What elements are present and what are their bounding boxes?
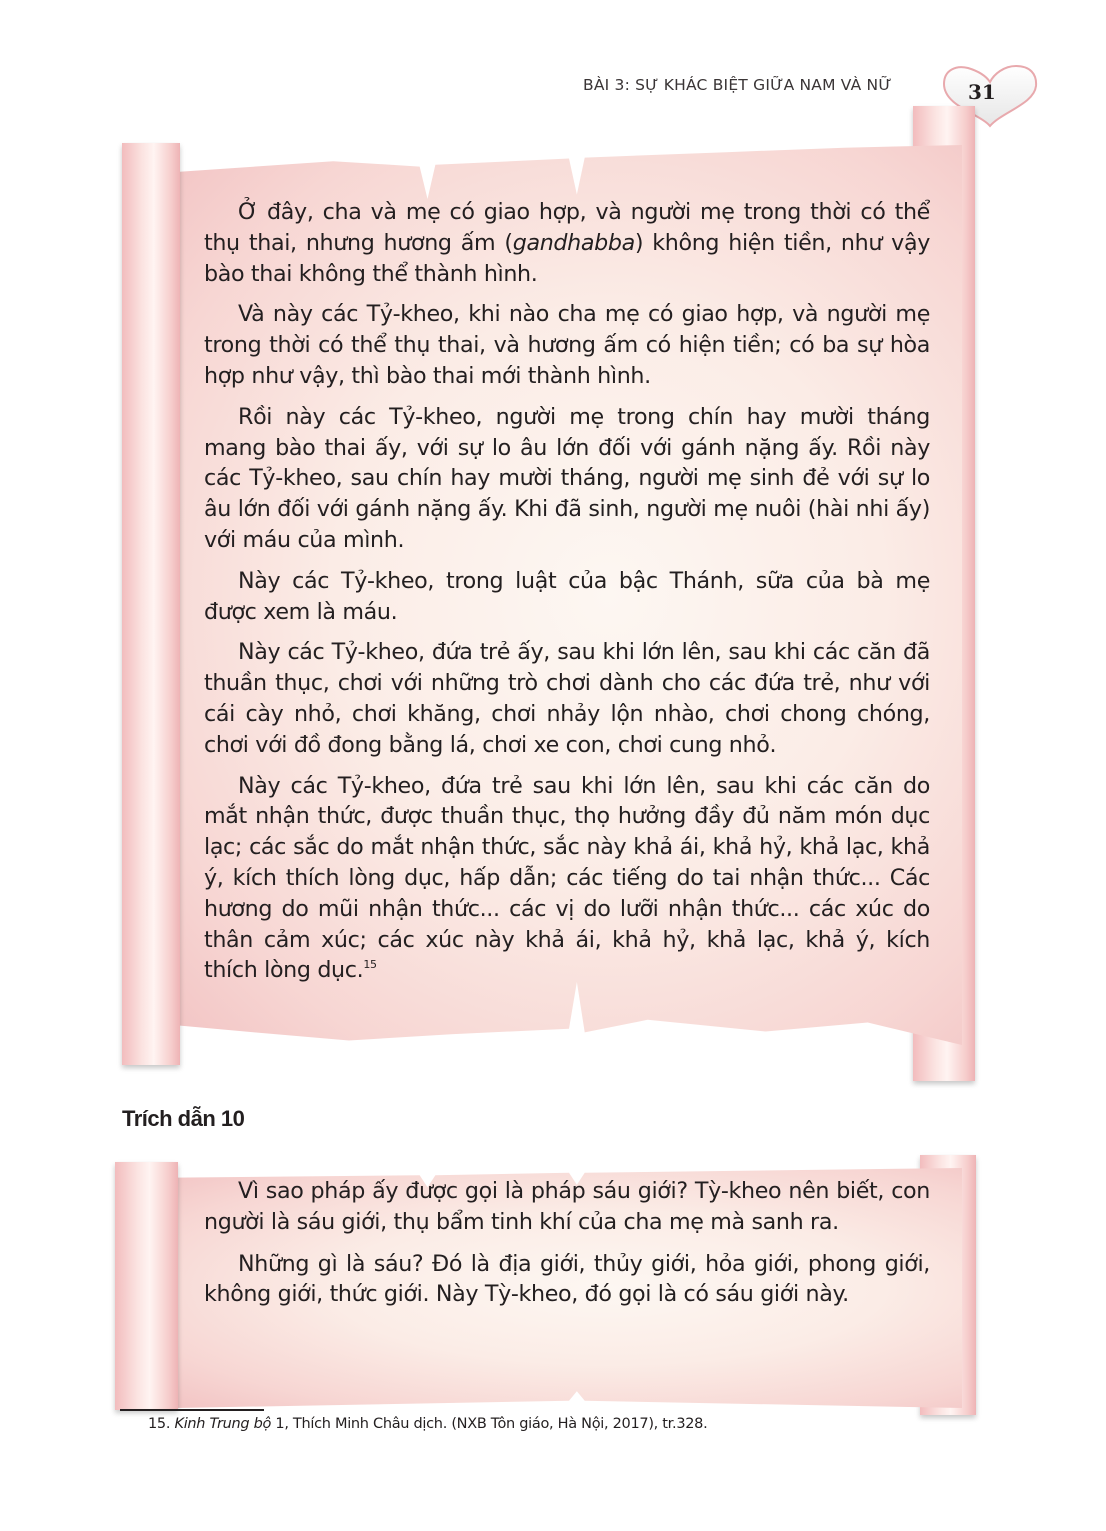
footnote-reference[interactable]: 15 <box>363 958 377 972</box>
page-number: 31 <box>968 80 996 104</box>
quote-body-1 <box>204 197 930 996</box>
paragraph <box>204 771 930 987</box>
paragraph: Những gì là sáu? Đó là địa giới, thủy giới, hỏa giới, phong giới, không giới, thức giới. Này Tỳ-kheo, đó gọi là có sáu giới này. <box>204 1250 930 1308</box>
footnote <box>148 1416 707 1432</box>
text-run: Ở đây, cha và mẹ có giao hợp, và người mẹ trong thời có thể thụ thai, nhưng hương ấm ( <box>204 199 930 256</box>
footnote-number: 15. <box>148 1416 171 1432</box>
italic-term: gandhabba <box>512 229 635 256</box>
footnote-divider <box>120 1409 264 1411</box>
paragraph: Này các Tỷ-kheo, đứa trẻ ấy, sau khi lớn lên, sau khi các căn đã thuần thục, chơi với những trò chơi dành cho các đứa trẻ, như với cái cày nhỏ, chơi khăng, chơi nhảy lộn nhào, chơi chong chóng, chơi với đồ đong bằng lá, chơi xe con, chơi cung nhỏ. <box>204 639 930 758</box>
paragraph <box>204 197 930 289</box>
scroll-roll-left <box>115 1162 178 1410</box>
text-run: ) không hiện tiền, như vậy bào thai không thể thành hình. <box>204 229 930 287</box>
scroll-roll-left <box>122 143 180 1065</box>
section-heading: Trích dẫn 10 <box>122 1106 245 1131</box>
running-header-title: BÀI 3: SỰ KHÁC BIỆT GIỮA NAM VÀ NỮ <box>583 76 892 94</box>
paragraph: Rồi này các Tỷ-kheo, người mẹ trong chín hay mười tháng mang bào thai ấy, với sự lo âu lớn đối với gánh nặng ấy. Rồi này các Tỷ-kheo, sau chín hay mười tháng, người mẹ sinh đẻ với sự lo âu lớn đối với gánh nặng ấy. Khi đã sinh, người mẹ nuôi (hài nhi ấy) với máu của mình. <box>204 403 930 553</box>
footnote-citation: 1, Thích Minh Châu dịch. (NXB Tôn giáo, Hà Nội, 2017), tr.328. <box>271 1416 708 1432</box>
paragraph: Vì sao pháp ấy được gọi là pháp sáu giới? Tỳ-kheo nên biết, con người là sáu giới, thụ bẩm tinh khí của cha mẹ mà sanh ra. <box>204 1178 930 1235</box>
paragraph: Này các Tỷ-kheo, trong luật của bậc Thánh, sữa của bà mẹ được xem là máu. <box>204 567 930 625</box>
quote-body-2 <box>204 1176 930 1321</box>
footnote-source-title: Kinh Trung bộ <box>174 1416 272 1432</box>
text-run: Này các Tỷ-kheo, đứa trẻ sau khi lớn lên, sau khi các căn do mắt nhận thức, được thuần thục, thọ hưởng đầy đủ năm món dục lạc; các sắc do mắt nhận thức, sắc này khả ái, khả hỷ, khả lạc, khả ý, kích thích lòng dục, hấp dẫn; các tiếng do tai nhận thức... Các hương do mũi nhận thức... các vị do lưỡi nhận thức... các xúc do thân cảm xúc; các xúc này khả ái, khả hỷ, khả lạc, khả ý, kích thích lòng dục. <box>204 772 930 984</box>
paragraph: Và này các Tỷ-kheo, khi nào cha mẹ có giao hợp, và người mẹ trong thời có thể thụ thai, và hương ấm có hiện tiền; có ba sự hòa hợp như vậy, thì bào thai mới thành hình. <box>204 301 930 389</box>
